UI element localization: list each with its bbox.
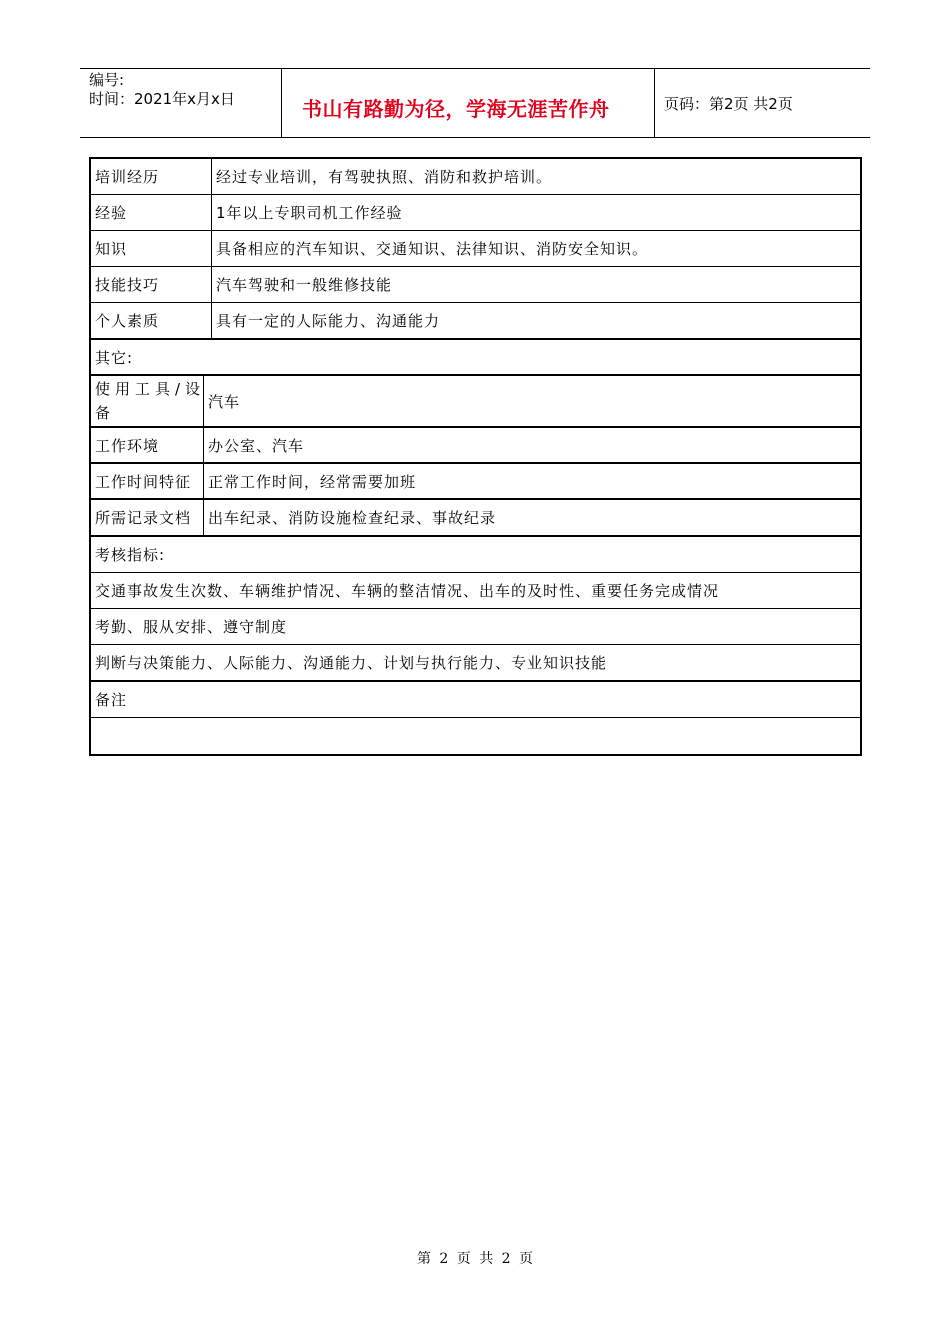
- row-label: 培训经历: [95, 168, 160, 186]
- row-label: 知识: [95, 240, 128, 258]
- motto: 书山有路勤为径，学海无涯苦作舟: [302, 97, 610, 121]
- row-label-line2: 备: [95, 404, 116, 422]
- table-row: [91, 159, 860, 195]
- table-row: [91, 376, 860, 428]
- table-row: [91, 195, 860, 231]
- section-title: 其它:: [95, 348, 134, 367]
- row-label: 经验: [95, 204, 128, 222]
- section-title: 备注: [95, 691, 128, 709]
- page-header: [80, 68, 870, 138]
- table-row: [91, 609, 860, 645]
- row-label: 工作时间特征: [95, 472, 192, 491]
- row-value: 经过专业培训，有驾驶执照、消防和救护培训。: [216, 168, 553, 186]
- kpi-item: 交通事故发生次数、车辆维护情况、车辆的整洁情况、出车的及时性、重要任务完成情况: [95, 582, 720, 600]
- row-label: 工作环境: [95, 436, 160, 455]
- row-value: 汽车: [208, 392, 241, 411]
- page-info: 页码：第2页 共2页: [664, 95, 793, 113]
- job-description-table: [89, 157, 862, 756]
- row-value: 办公室、汽车: [208, 436, 305, 455]
- section-header-kpi: [91, 537, 860, 573]
- page-footer: 第 2 页 共 2 页: [416, 1251, 534, 1267]
- row-label: 所需记录文档: [95, 509, 192, 527]
- section-title: 考核指标:: [95, 546, 166, 564]
- table-row: [91, 231, 860, 267]
- row-label-line1: 使用工具/设: [95, 380, 206, 398]
- table-row: [91, 645, 860, 682]
- header-motto-box: [282, 69, 655, 137]
- kpi-item: 考勤、服从安排、遵守制度: [95, 618, 288, 636]
- section-header-other: [91, 340, 860, 376]
- number-label: 编号:: [89, 71, 125, 89]
- remarks-row: [91, 718, 860, 754]
- table-row: [91, 267, 860, 303]
- row-value: 具有一定的人际能力、沟通能力: [216, 312, 441, 330]
- row-value: 出车纪录、消防设施检查纪录、事故纪录: [208, 509, 497, 527]
- row-value: 1年以上专职司机工作经验: [216, 204, 403, 222]
- row-label: 个人素质: [95, 312, 160, 330]
- row-value: 正常工作时间，经常需要加班: [208, 472, 417, 491]
- table-row: [91, 500, 860, 537]
- table-row: [91, 573, 860, 609]
- time-label: 时间：2021年x月x日: [89, 90, 235, 108]
- table-row: [91, 464, 860, 500]
- row-value: 具备相应的汽车知识、交通知识、法律知识、消防安全知识。: [216, 240, 649, 258]
- table-row: [91, 303, 860, 340]
- row-label: [91, 376, 206, 426]
- header-info: [80, 69, 282, 137]
- kpi-item: 判断与决策能力、人际能力、沟通能力、计划与执行能力、专业知识技能: [95, 654, 608, 672]
- row-value: 汽车驾驶和一般维修技能: [216, 276, 393, 294]
- row-label: 技能技巧: [95, 276, 160, 294]
- table-row: [91, 428, 860, 464]
- section-header-remarks: [91, 682, 860, 718]
- remarks-value: [91, 718, 851, 754]
